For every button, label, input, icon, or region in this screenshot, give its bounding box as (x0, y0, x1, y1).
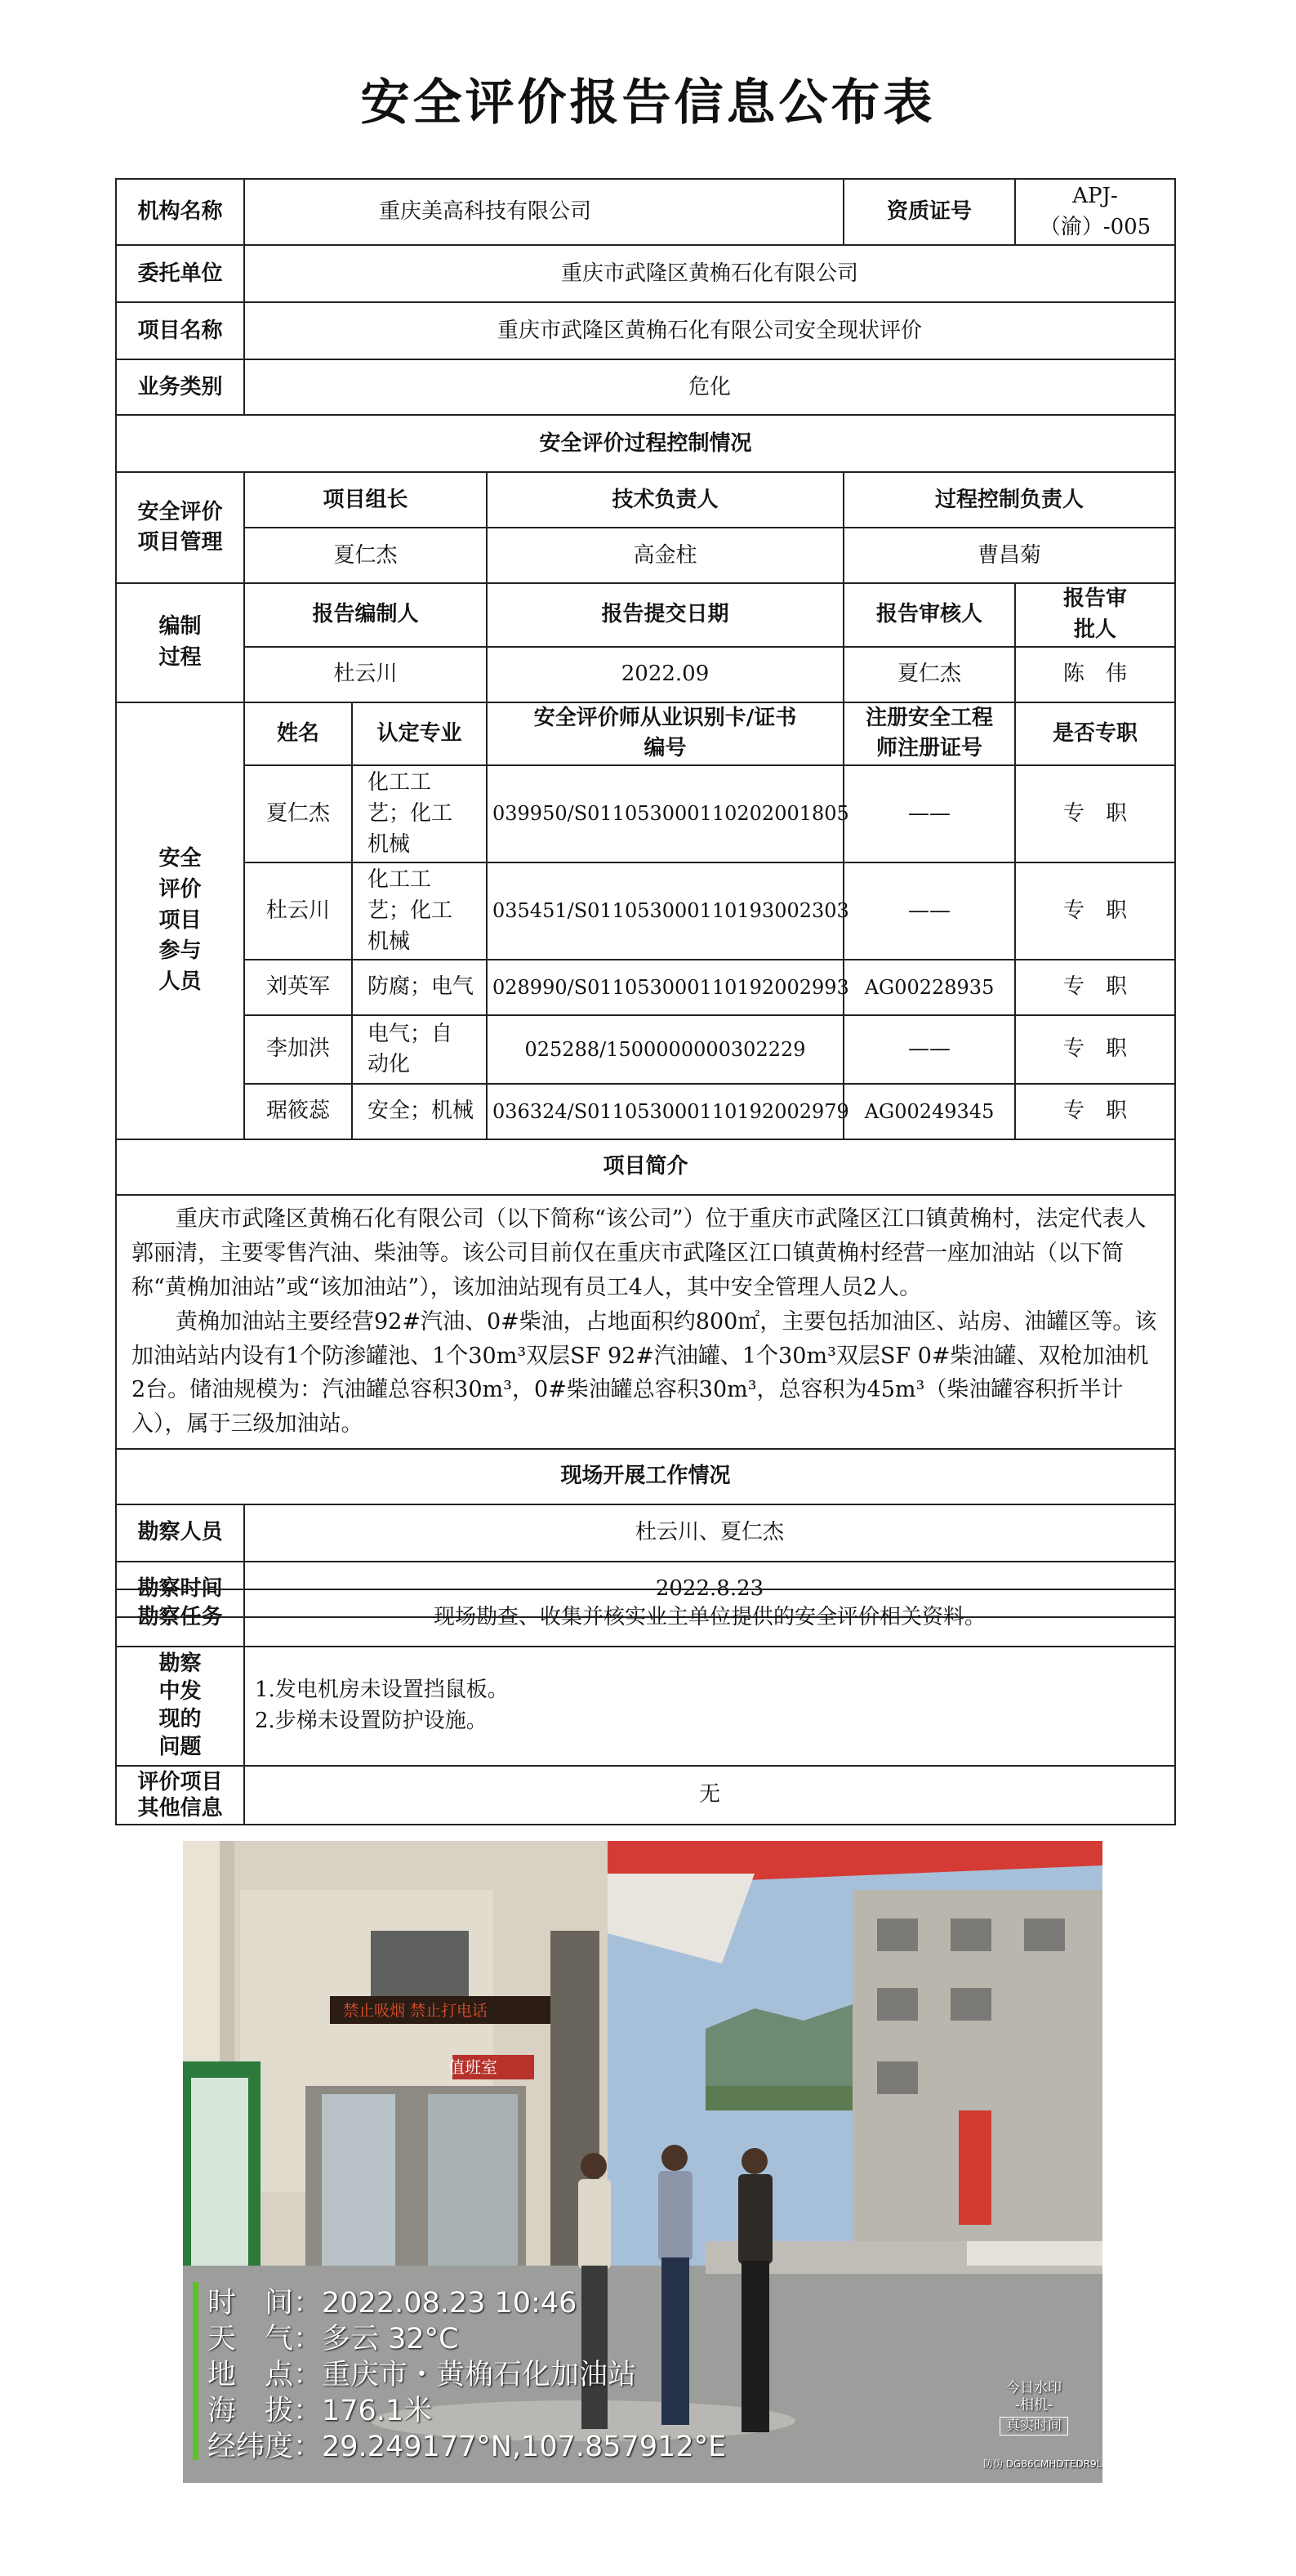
biz-label: 业务类别 (116, 359, 244, 415)
survey-time-label: 勘察时间 (116, 1562, 244, 1617)
staff-name: 李加洪 (244, 1015, 352, 1084)
compile-header-approver: 报告审批人 (1015, 583, 1175, 646)
staff-row (116, 1015, 1175, 1084)
compile-header-reviewer: 报告审核人 (844, 583, 1015, 646)
duty-room-sign: 值班室 (448, 2057, 497, 2077)
staff-major: 电气；自动化 (352, 1015, 487, 1084)
staff-regno: —— (844, 765, 1015, 862)
intro-body (116, 1195, 1175, 1449)
overlay-altitude: 海 拔：176.1米 (207, 2395, 433, 2427)
other-label: 评价项目其他信息 (116, 1766, 244, 1825)
org-name-label: 机构名称 (116, 179, 244, 245)
staff-row (116, 862, 1175, 960)
staff-label: 安全评价项目参与人员 (116, 702, 244, 1140)
mgmt-leader: 夏仁杰 (244, 528, 487, 583)
issue-item: 2.步梯未设置防护设施。 (255, 1709, 488, 1733)
org-name: 重庆美高科技有限公司 (244, 179, 844, 245)
cert-label: 资质证号 (844, 179, 1015, 245)
staff-fulltime: 专 职 (1015, 1015, 1175, 1084)
staff-fulltime: 专 职 (1015, 765, 1175, 862)
staff-row (116, 960, 1175, 1015)
mgmt-label: 安全评价项目管理 (116, 472, 244, 583)
other-value: 无 (244, 1766, 1175, 1825)
site-section-heading: 现场开展工作情况 (116, 1449, 1175, 1504)
staff-row (116, 765, 1175, 862)
staff-header-regno: 注册安全工程师注册证号 (844, 702, 1015, 765)
staff-fulltime: 专 职 (1015, 862, 1175, 960)
watermark-logo: 今日水印 -相机- 真实时间 (1000, 2380, 1068, 2436)
staff-header-major: 认定专业 (352, 702, 487, 765)
overlay-location: 地 点：重庆市・黄桷石化加油站 (207, 2359, 637, 2391)
process-section-heading: 安全评价过程控制情况 (116, 415, 1175, 472)
staff-regno: —— (844, 1015, 1015, 1084)
staff-major: 防腐；电气 (352, 960, 487, 1015)
staff-cardno: 025288/1500000000302229 (487, 1015, 844, 1084)
compile-header-author: 报告编制人 (244, 583, 487, 646)
intro-paragraph-2: 黄桷加油站主要经营92#汽油、0#柴油，占地面积约800㎡，主要包括加油区、站房、油罐区等。该加油站站内设有1个防渗罐池、1个30m³双层SF 92#汽油罐、1个30m³双层SF 0#柴油罐、双枪加油机2台。储油规模为：汽油罐总容积30m³，0#柴油罐总容积30m³，总容积为45m³（柴油罐容积折半计入），属于三级加油站。 (131, 1308, 1157, 1437)
staff-name: 夏仁杰 (244, 765, 352, 862)
staff-cardno: 035451/S011053000110193002303 (487, 862, 844, 960)
page-title: 安全评价报告信息公布表 (360, 74, 936, 131)
client-value: 重庆市武隆区黄桷石化有限公司 (244, 245, 1175, 302)
survey-people-value: 杜云川、夏仁杰 (244, 1504, 1175, 1562)
site-photo (183, 1841, 1102, 2483)
staff-row (116, 1084, 1175, 1139)
mgmt-header-leader: 项目组长 (244, 472, 487, 528)
overlay-coords: 经纬度：29.249177°N,107.857912°E (207, 2431, 727, 2463)
overlay-time: 时 间：2022.08.23 10:46 (207, 2287, 577, 2320)
staff-major: 安全；机械 (352, 1084, 487, 1139)
project-value: 重庆市武隆区黄桷石化有限公司安全现状评价 (244, 302, 1175, 359)
staff-major: 化工工艺；化工机械 (352, 862, 487, 960)
gps-green-bar (193, 2282, 198, 2460)
staff-regno: AG00228935 (844, 960, 1015, 1015)
overlay-weather: 天 气：多云 32°C (207, 2323, 459, 2355)
staff-fulltime: 专 职 (1015, 960, 1175, 1015)
compile-reviewer: 夏仁杰 (844, 647, 1015, 702)
task-value: 现场勘查、收集并核实业主单位提供的安全评价相关资料。 (244, 1589, 1175, 1647)
staff-name: 刘英军 (244, 960, 352, 1015)
issues-label: 勘察中发现的问题 (116, 1647, 244, 1766)
survey-time-value: 2022.8.23 (244, 1562, 1175, 1617)
mgmt-process: 曹昌菊 (844, 528, 1175, 583)
staff-cardno: 028990/S011053000110192002993 (487, 960, 844, 1015)
staff-name: 琚筱蕊 (244, 1084, 352, 1139)
info-table (115, 178, 1176, 1618)
cert-value: APJ-（渝）-005 (1015, 179, 1175, 245)
staff-cardno: 039950/S011053000110202001805 (487, 765, 844, 862)
compile-label: 编制过程 (116, 583, 244, 702)
staff-header-cardno: 安全评价师从业识别卡/证书编号 (487, 702, 844, 765)
led-banner: 禁止吸烟 禁止打电话 (343, 2002, 488, 2020)
staff-header-fulltime: 是否专职 (1015, 702, 1175, 765)
staff-fulltime: 专 职 (1015, 1084, 1175, 1139)
watermark-code: 防伪 DG86CMHDTEDR9L (983, 2458, 1102, 2470)
issue-item: 1.发电机房未设置挡鼠板。 (255, 1678, 509, 1703)
staff-regno: AG00249345 (844, 1084, 1015, 1139)
client-label: 委托单位 (116, 245, 244, 302)
staff-name: 杜云川 (244, 862, 352, 960)
intro-paragraph-1: 重庆市武隆区黄桷石化有限公司（以下简称“该公司”）位于重庆市武隆区江口镇黄桷村，法定代表人郭丽清，主要零售汽油、柴油等。该公司目前仅在重庆市武隆区江口镇黄桷村经营一座加油站（以下简称“黄桷加油站”或“该加油站”），该加油站现有员工4人，其中安全管理人员2人。 (131, 1206, 1147, 1300)
staff-major: 化工工艺；化工机械 (352, 765, 487, 862)
issues-list (244, 1647, 1175, 1766)
survey-people-label: 勘察人员 (116, 1504, 244, 1562)
intro-heading: 项目简介 (116, 1139, 1175, 1195)
compile-approver: 陈 伟 (1015, 647, 1175, 702)
project-label: 项目名称 (116, 302, 244, 359)
compile-author: 杜云川 (244, 647, 487, 702)
compile-date: 2022.09 (487, 647, 844, 702)
mgmt-header-process: 过程控制负责人 (844, 472, 1175, 528)
mgmt-header-tech: 技术负责人 (487, 472, 844, 528)
staff-cardno: 036324/S011053000110192002979 (487, 1084, 844, 1139)
task-label: 勘察任务 (116, 1589, 244, 1647)
biz-value: 危化 (244, 359, 1175, 415)
staff-header-name: 姓名 (244, 702, 352, 765)
mgmt-tech: 高金柱 (487, 528, 844, 583)
staff-regno: —— (844, 862, 1015, 960)
survey-table (115, 1589, 1176, 1825)
compile-header-date: 报告提交日期 (487, 583, 844, 646)
